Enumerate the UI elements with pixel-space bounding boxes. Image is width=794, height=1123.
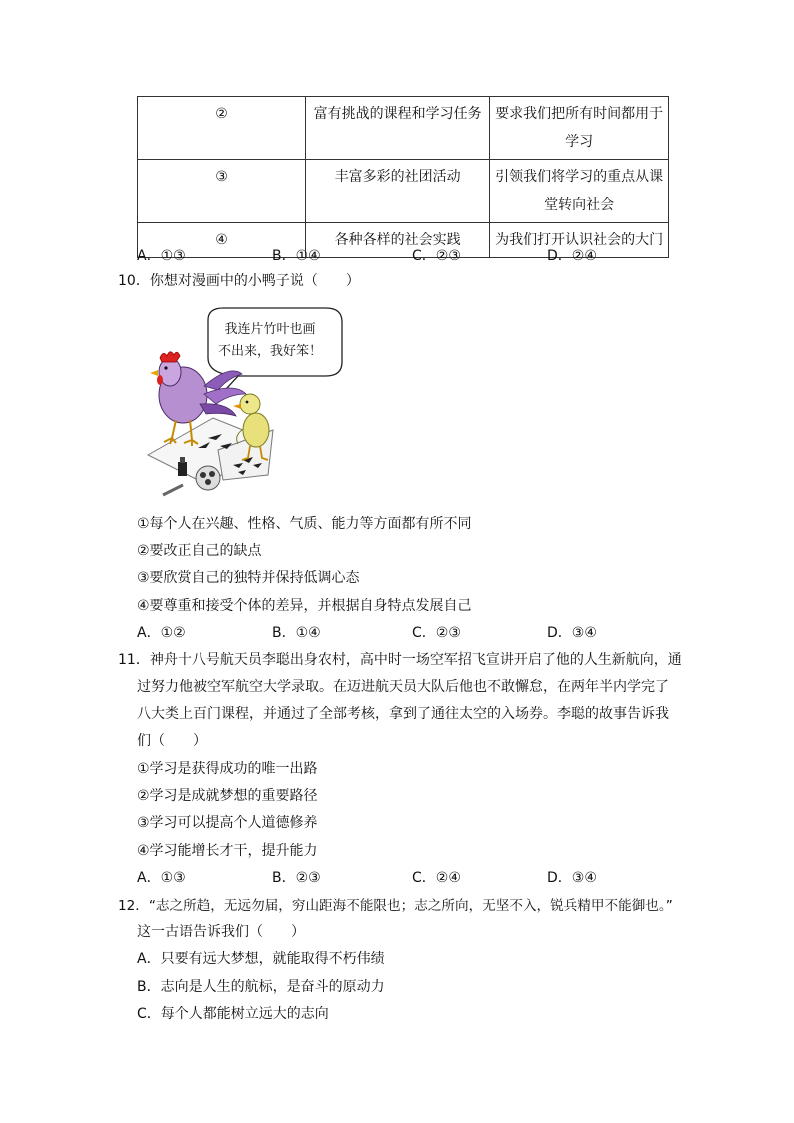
table-cell-num: ② xyxy=(138,97,306,160)
choice-d[interactable]: D．③④ xyxy=(547,625,597,641)
q11-option-2: ②学习是成就梦想的重要路径 xyxy=(137,788,318,804)
choice-d[interactable]: D．②④ xyxy=(547,248,597,264)
q10-option-4: ④要尊重和接受个体的差异，并根据自身特点发展自己 xyxy=(137,598,472,614)
choice-b[interactable]: B．①④ xyxy=(272,248,321,264)
q11-stem-line1: 11．神舟十八号航天员李聪出身农村，高中时一场空军招飞宣讲开启了他的人生新航向，通 xyxy=(118,652,682,668)
q11-stem-line4: 们（ ） xyxy=(137,733,207,749)
bubble-text-line2: 不出来，我好笨！ xyxy=(217,344,323,359)
q9-choices xyxy=(137,245,677,267)
choice-a[interactable]: A．①② xyxy=(137,625,186,641)
table-row xyxy=(138,160,669,223)
bubble-text-line1: 我连片竹叶也画 xyxy=(224,322,316,337)
choice-a[interactable]: A．①③ xyxy=(137,248,186,264)
q12-stem-line1: 12．“志之所趋，无远勿届，穷山距海不能限也；志之所向，无坚不入，锐兵精甲不能御也。” xyxy=(118,898,673,914)
options-table xyxy=(137,96,669,258)
table-cell-num: ④ xyxy=(138,223,306,258)
q12-option-a[interactable]: A．只要有远大梦想，就能取得不朽伟绩 xyxy=(137,951,385,967)
choice-b[interactable]: B．②③ xyxy=(272,870,321,886)
table-cell-desc: 为我们打开认识社会的大门 xyxy=(490,223,669,258)
table-cell-item: 富有挑战的课程和学习任务 xyxy=(306,97,490,160)
q12-stem-line2: 这一古语告诉我们（ ） xyxy=(137,924,305,940)
q10-option-1: ①每个人在兴趣、性格、气质、能力等方面都有所不同 xyxy=(137,516,472,532)
q11-choices xyxy=(137,867,677,889)
table-cell-num: ③ xyxy=(138,160,306,223)
table-cell-item: 各种各样的社会实践 xyxy=(306,223,490,258)
choice-c[interactable]: C．②④ xyxy=(412,870,461,886)
q11-option-1: ①学习是获得成功的唯一出路 xyxy=(137,761,318,777)
choice-a[interactable]: A．①③ xyxy=(137,870,186,886)
choice-c[interactable]: C．②③ xyxy=(412,248,461,264)
q12-option-c[interactable]: C．每个人都能树立远大的志向 xyxy=(137,1006,329,1022)
q11-stem-line3: 八大类上百门课程，并通过了全部考核，拿到了通往太空的入场券。李聪的故事告诉我 xyxy=(137,706,669,722)
q10-option-2: ②要改正自己的缺点 xyxy=(137,543,262,559)
table-cell-desc: 引领我们将学习的重点从课堂转向社会 xyxy=(490,160,669,223)
table-cell-desc: 要求我们把所有时间都用于学习 xyxy=(490,97,669,160)
q11-stem-line2: 过努力他被空军航空大学录取。在迈进航天员大队后他也不敢懈怠，在两年半内学完了 xyxy=(137,679,669,695)
table-cell-item: 丰富多彩的社团活动 xyxy=(306,160,490,223)
q10-choices xyxy=(137,622,677,644)
q11-option-3: ③学习可以提高个人道德修养 xyxy=(137,815,318,831)
q10-stem: 10．你想对漫画中的小鸭子说（ ） xyxy=(118,273,360,289)
choice-c[interactable]: C．②③ xyxy=(412,625,461,641)
choice-d[interactable]: D．③④ xyxy=(547,870,597,886)
q12-option-b[interactable]: B．志向是人生的航标，是奋斗的原动力 xyxy=(137,979,385,995)
q10-option-3: ③要欣赏自己的独特并保持低调心态 xyxy=(137,570,360,586)
q11-option-4: ④学习能增长才干，提升能力 xyxy=(137,843,318,859)
choice-b[interactable]: B．①④ xyxy=(272,625,321,641)
cartoon-illustration xyxy=(138,300,388,505)
table-row xyxy=(138,97,669,160)
